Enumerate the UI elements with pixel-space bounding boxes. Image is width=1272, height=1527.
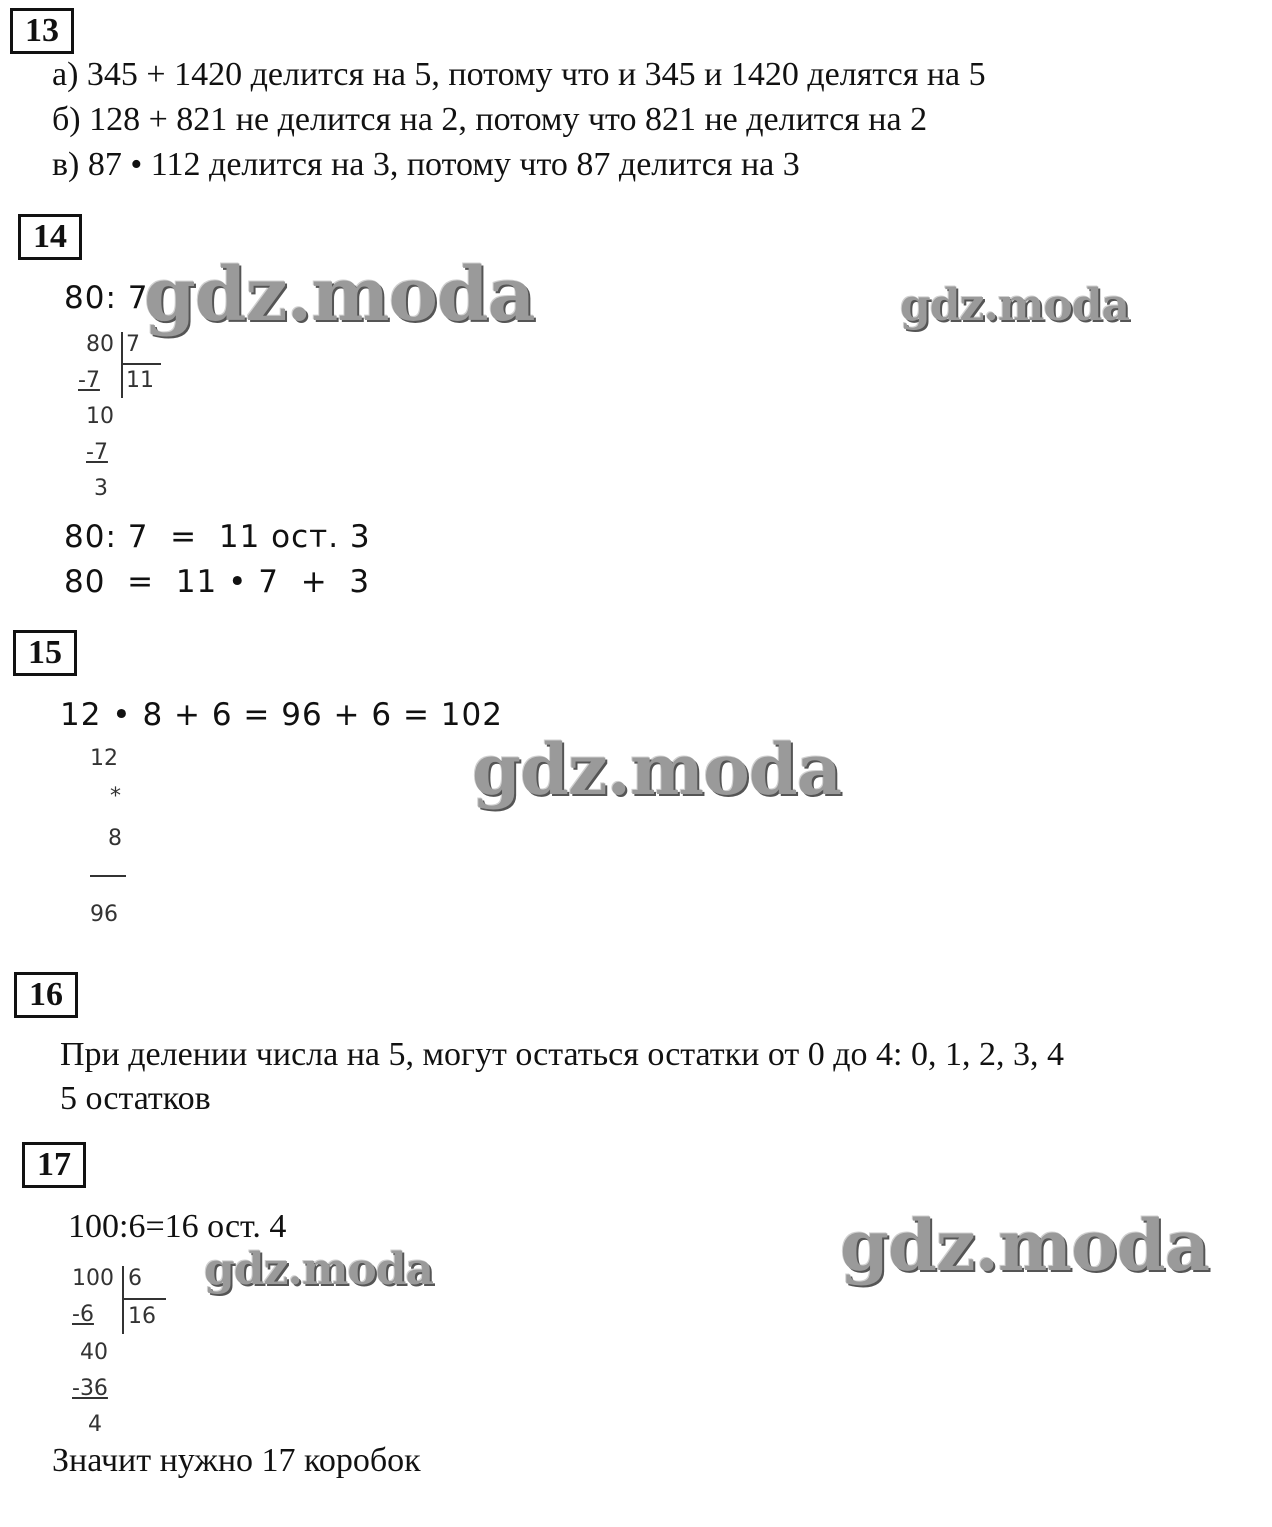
division-step: 40: [80, 1340, 108, 1365]
task13-line-b: б) 128 + 821 не делится на 2, потому что 821 не делится на 2: [52, 101, 928, 138]
watermark: gdz.moda: [900, 280, 1130, 331]
task13-line-a: а) 345 + 1420 делится на 5, потому что и 345 и 1420 делятся на 5: [52, 56, 986, 93]
division-step: 10: [86, 404, 114, 429]
task15-expression: 12 • 8 + 6 = 96 + 6 = 102: [60, 697, 503, 733]
task-number-14: 14: [18, 214, 82, 260]
division-horizontal-bar: [121, 363, 161, 365]
division-horizontal-bar: [122, 1298, 166, 1300]
task13-line-c: в) 87 • 112 делится на 3, потому что 87 делится на 3: [52, 146, 800, 183]
division-quotient: 16: [128, 1304, 156, 1329]
division-vertical-bar: [122, 1266, 124, 1334]
task-number-16: 16: [14, 972, 78, 1018]
multiplication-result: 96: [90, 902, 118, 927]
multiplication-top: 12: [90, 746, 118, 771]
division-quotient: 11: [126, 368, 154, 393]
watermark: gdz.moda: [144, 252, 535, 338]
watermark: gdz.moda: [472, 728, 842, 811]
watermark: gdz.moda: [840, 1204, 1210, 1287]
division-vertical-bar: [121, 332, 123, 398]
multiplication-bar: [90, 875, 126, 877]
task14-result-line: 80: 7 = 11 ост. 3: [64, 519, 371, 555]
task14-check-line: 80 = 11 • 7 + 3: [64, 564, 371, 600]
task-number-17: 17: [22, 1142, 86, 1188]
multiplication-bottom: 8: [108, 826, 122, 851]
division-dividend: 100: [72, 1266, 114, 1291]
task-number-15: 15: [13, 630, 77, 676]
watermark: gdz.moda: [204, 1244, 434, 1295]
division-dividend: 80: [86, 332, 114, 357]
task17-conclusion: Значит нужно 17 коробок: [52, 1442, 421, 1479]
division-step: -36: [72, 1376, 108, 1401]
division-divisor: 6: [128, 1266, 142, 1291]
division-step: -6: [72, 1302, 94, 1327]
task17-expression: 100:6=16 ост. 4: [68, 1208, 287, 1245]
division-remainder: 3: [94, 476, 108, 501]
division-step: -7: [86, 440, 108, 465]
division-remainder: 4: [88, 1412, 102, 1437]
multiplication-sign: *: [110, 784, 121, 809]
division-divisor: 7: [126, 332, 140, 357]
task-number-13: 13: [10, 8, 74, 54]
task16-line-2: 5 остатков: [60, 1080, 211, 1117]
task14-expression: 80: 7: [64, 280, 149, 316]
task16-line-1: При делении числа на 5, могут остаться остатки от 0 до 4: 0, 1, 2, 3, 4: [60, 1036, 1064, 1073]
division-step: -7: [78, 368, 100, 393]
